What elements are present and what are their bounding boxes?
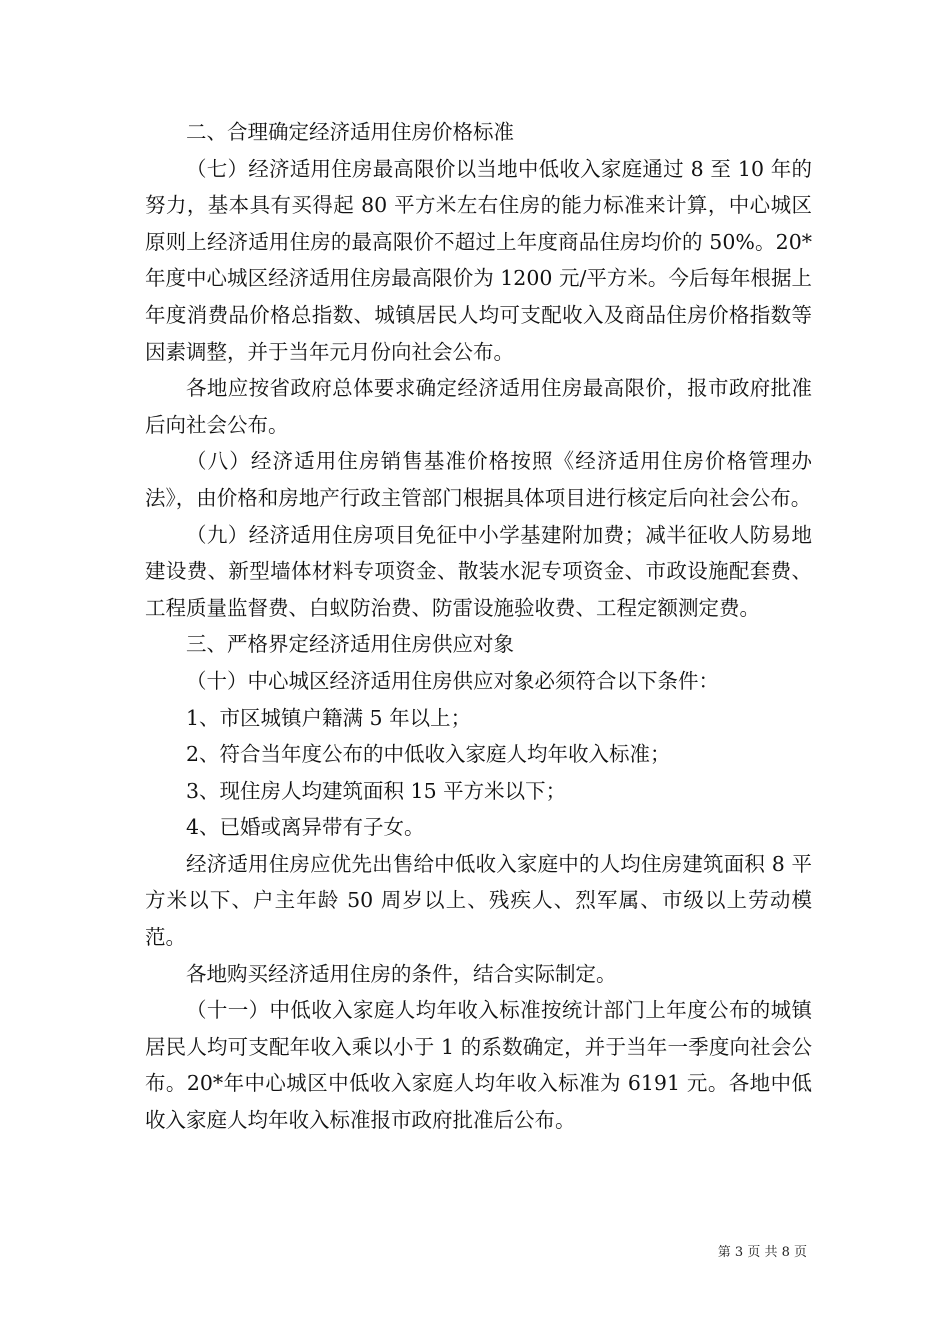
list-item: 2、符合当年度公布的中低收入家庭人均年收入标准； [186, 742, 671, 767]
page-number: 第 3 页 共 8 页 [717, 1245, 807, 1260]
list-item: 1、市区城镇户籍满 5 年以上； [186, 705, 472, 730]
paragraph: 经济适用住房应优先出售给中低收入家庭中的人均住房建筑面积 8 平方米以下、户主年龄 50 周岁以上、残疾人、烈军属、市级以上劳动模范。 [145, 851, 812, 950]
paragraph: （十）中心城区经济适用住房供应对象必须符合以下条件： [186, 668, 719, 693]
list-item: 4、已婚或离异带有子女。 [186, 815, 425, 840]
list-item: 3、现住房人均建筑面积 15 平方米以下； [186, 778, 567, 803]
section-heading: 三、严格界定经济适用住房供应对象 [186, 632, 514, 657]
section-heading: 二、合理确定经济适用住房价格标准 [186, 120, 514, 144]
paragraph: （九）经济适用住房项目免征中小学基建附加费；减半征收人防易地建设费、新型墙体材料专项资金、散装水泥专项资金、市政设施配套费、工程质量监督费、白蚁防治费、防雷设施验收费、工程定额测定费。 [145, 522, 812, 620]
paragraph: （八）经济适用住房销售基准价格按照《经济适用住房价格管理办法》，由价格和房地产行政主管部门根据具体项目进行核定后向社会公布。 [145, 449, 812, 510]
paragraph: 各地购买经济适用住房的条件，结合实际制定。 [186, 961, 617, 986]
document-body [145, 114, 812, 1139]
paragraph: （七）经济适用住房最高限价以当地中低收入家庭通过 8 至 10 年的努力，基本具有买得起 80 平方米左右住房的能力标准来计算，中心城区原则上经济适用住房的最高限价不超过上年度商品住房均价的 50%。20*年度中心城区经济适用住房最高限价为 1200 元/平方米。今后每年根据上年度消费品价格总指数、城镇居民人均可支配收入及商品住房价格指数等因素调整，并于当年元月份向社会公布。 [145, 156, 812, 364]
paragraph: （十一）中低收入家庭人均年收入标准按统计部门上年度公布的城镇居民人均可支配年收入乘以小于 1 的系数确定，并于当年一季度向社会公布。20*年中心城区中低收入家庭人均年收入标准为 6191 元。各地中低收入家庭人均年收入标准报市政府批准后公布。 [145, 998, 812, 1133]
paragraph: 各地应按省政府总体要求确定经济适用住房最高限价，报市政府批准后向社会公布。 [145, 376, 812, 437]
